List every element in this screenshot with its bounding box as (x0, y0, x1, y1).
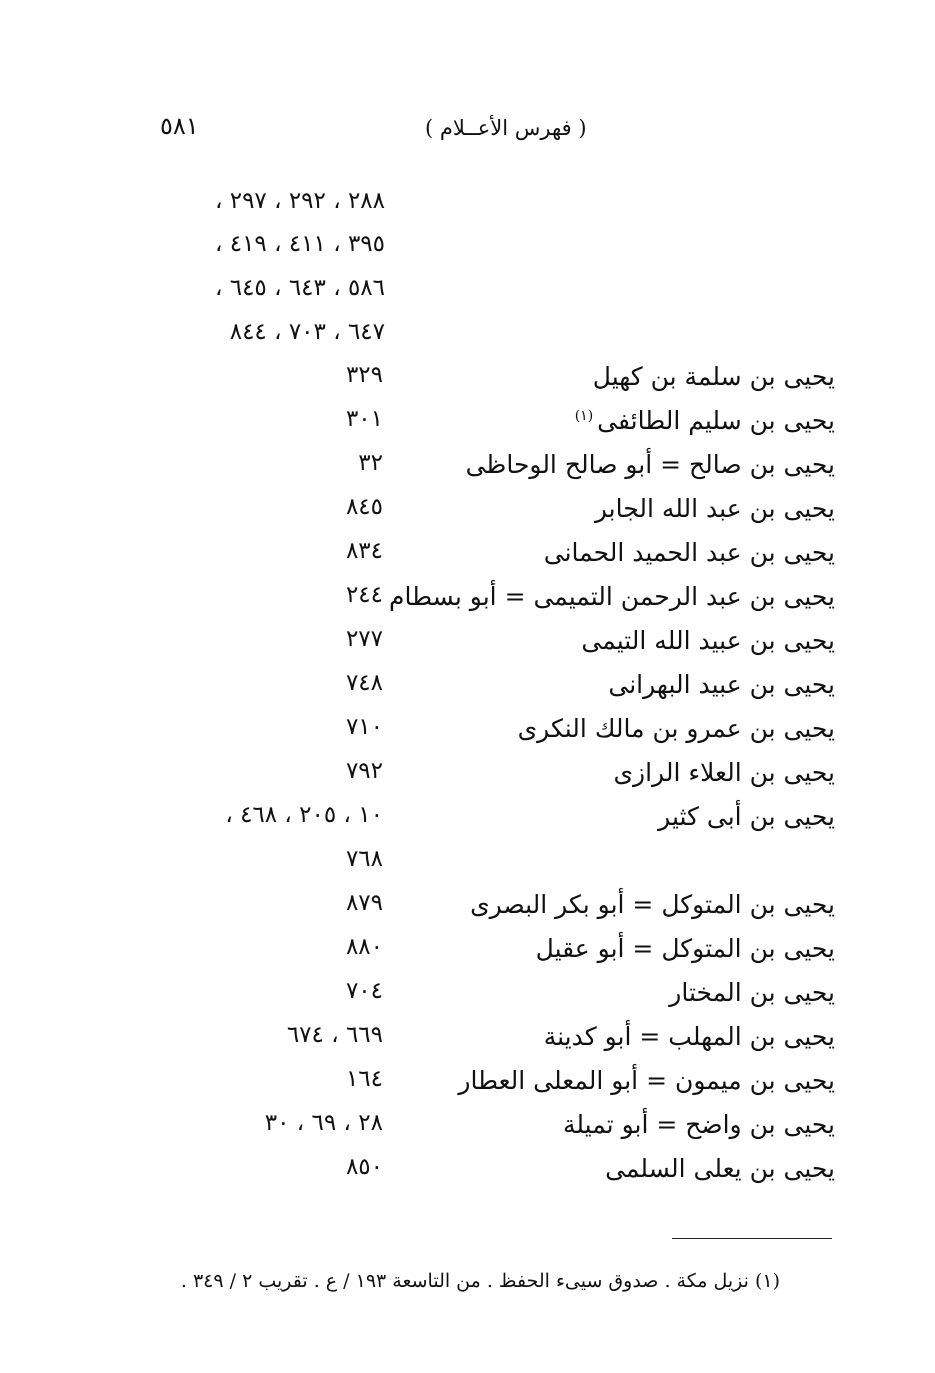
entry-name: يحيى بن المتوكل = أبو عقيل (535, 934, 835, 963)
entry-name: يحيى بن عبد الرحمن التميمى = أبو بسطام (389, 582, 835, 611)
index-entry (0, 934, 935, 978)
entry-pages: ٨٤٥ (345, 494, 383, 520)
entry-name: يحيى بن المختار (669, 978, 835, 1007)
entry-pages: ٧٩٢ (345, 758, 383, 784)
footnote-divider (672, 1238, 832, 1239)
entry-pages: ٨٣٤ (345, 538, 383, 564)
page-header (0, 112, 935, 148)
index-entry (0, 1066, 935, 1110)
index-entry (0, 494, 935, 538)
entry-name: يحيى بن عبد الله الجابر (594, 494, 835, 523)
index-entry (0, 714, 935, 758)
entry-pages: ٢٨ ، ٦٩ ، ٣٠ (264, 1110, 383, 1136)
continued-pages-line: ٦٤٧ ، ٧٠٣ ، ٨٤٤ (229, 319, 385, 345)
page-number: ٥٨١ (160, 112, 199, 140)
entry-pages: ٧١٠ (345, 714, 383, 740)
entry-pages: ٨٨٠ (345, 934, 383, 960)
index-entry (0, 802, 935, 846)
index-entry (0, 362, 935, 406)
entry-pages: ٣٠١ (345, 406, 383, 432)
index-entry (0, 582, 935, 626)
entry-pages: ٨٥٠ (345, 1154, 383, 1180)
footnote-marker: (١) (574, 407, 594, 424)
index-entry (0, 890, 935, 934)
entry-pages: ٦٦٩ ، ٦٧٤ (286, 1022, 383, 1048)
footnote: (١) نزيل مكة . صدوق سيىء الحفظ . من التاسعة ١٩٣ / ع . تقريب ٢ / ٣٤٩ . (180, 1270, 780, 1292)
entry-pages: ٢٧٧ (345, 626, 383, 652)
continued-pages-line: ٣٩٥ ، ٤١١ ، ٤١٩ ، (214, 231, 385, 257)
entry-pages: ٢٤٤ (345, 582, 383, 608)
index-entry (0, 670, 935, 714)
index-entry (0, 406, 935, 450)
entry-name: يحيى بن ميمون = أبو المعلى العطار (458, 1066, 835, 1095)
entry-name: يحيى بن سليم الطائفى$^{(١)}$ (574, 406, 835, 435)
entry-name: يحيى بن عبيد الله التيمى (581, 626, 835, 655)
index-entry-continuation (0, 846, 935, 890)
entry-pages: ٣٢ (358, 450, 383, 476)
entry-pages: ١٠ ، ٢٠٥ ، ٤٦٨ ، (225, 802, 383, 828)
index-entry (0, 450, 935, 494)
entry-name: يحيى بن المهلب = أبو كدينة (543, 1022, 835, 1051)
entry-name: يحيى بن العلاء الرازى (613, 758, 835, 787)
entry-name: يحيى بن المتوكل = أبو بكر البصرى (470, 890, 835, 919)
entry-pages: ١٦٤ (345, 1066, 383, 1092)
index-entry (0, 538, 935, 582)
entry-name: يحيى بن أبى كثير (658, 802, 835, 831)
index-entry (0, 758, 935, 802)
entry-pages: ٧٦٨ (345, 846, 383, 872)
entry-name: يحيى بن سلمة بن كهيل (592, 362, 835, 391)
entry-pages: ٣٢٩ (345, 362, 383, 388)
index-entry (0, 626, 935, 670)
entry-name: يحيى بن عبد الحميد الحمانى (543, 538, 835, 567)
entry-name: يحيى بن عمرو بن مالك النكرى (517, 714, 835, 743)
entry-pages: ٨٧٩ (345, 890, 383, 916)
entry-name: يحيى بن عبيد البهرانى (608, 670, 835, 699)
index-entry (0, 1022, 935, 1066)
entry-pages: ٧٠٤ (345, 978, 383, 1004)
continued-pages-line: ٢٨٨ ، ٢٩٢ ، ٢٩٧ ، (214, 188, 385, 214)
running-title: ( فهرس الأعــلام ) (425, 116, 587, 140)
index-entry (0, 978, 935, 1022)
entry-name: يحيى بن واضح = أبو تميلة (563, 1110, 835, 1139)
entry-pages: ٧٤٨ (345, 670, 383, 696)
entry-name: يحيى بن صالح = أبو صالح الوحاظى (465, 450, 835, 479)
continued-pages-line: ٥٨٦ ، ٦٤٣ ، ٦٤٥ ، (214, 275, 385, 301)
entry-name: يحيى بن يعلى السلمى (605, 1154, 835, 1183)
index-entry (0, 1154, 935, 1198)
index-entry (0, 1110, 935, 1154)
